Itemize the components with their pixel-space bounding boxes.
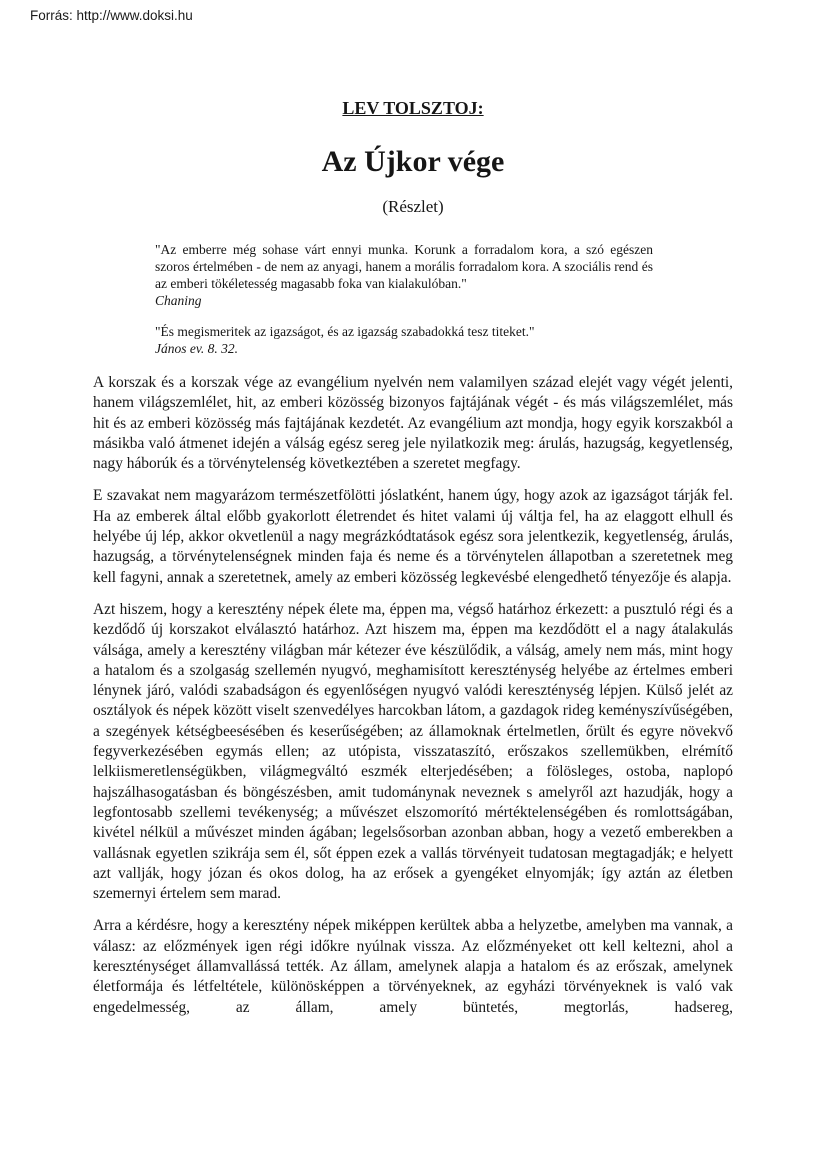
subtitle: (Részlet) — [382, 197, 444, 216]
epigraph-attribution: János ev. 8. 32. — [155, 341, 238, 356]
epigraph-quote: "Az emberre még sohase várt ennyi munka. Korunk a forradalom kora, a szó egészen szoros értelmében - de nem az anyagi, hanem a morális forradalom kora. A szociális rend és az emberi tökéletesség magasabb foka van kialakulóban." — [155, 242, 653, 291]
epigraph-chaning — [155, 241, 653, 309]
epigraph-gospel — [155, 323, 653, 357]
body-paragraph: A korszak és a korszak vége az evangélium nyelvén nem valamilyen század elejét vagy végét jelenti, hanem világszemlélet, hit, az emberi közösség bizonyos fajtájának végét - és más világszemlélet, más hit és az emberi közösség más fajtájának kezdetét. Az evangélium azt mondja, hogy egyik korszakból a másikba való átmenet idején a válság egész sereg jele nyilatkozik meg: árulás, hazugság, kegyetlenség, nagy háborúk és a törvénytelenség következtében a szeretet megfagy. — [93, 374, 733, 473]
document-body — [93, 0, 733, 1018]
body-paragraph: E szavakat nem magyarázom természetfölötti jóslatként, hanem úgy, hogy azok az igazságot tárják fel. Ha az emberek által előbb gyakorlott életrendet és hitet valami új váltja fel, ha az elaggott elhull és helyébe új lép, akkor okvetlenül a nagy megrázkódtatások egész sora jelentkezik, kegyetlenség, árulás, hazugság, a törvénytelenségnek minden faja és neme és a törvénytelen állapotban a szeretetnek meg kell fagyni, annak a szeretetnek, amely az emberi közösség legkevésbé elengedhető tényezője és alapja. — [93, 487, 733, 586]
epigraph-attribution: Chaning — [155, 293, 202, 308]
page-title: Az Újkor vége — [321, 145, 505, 178]
author-heading: LEV TOLSZTOJ: — [342, 98, 484, 118]
main-text — [93, 373, 733, 1018]
source-url: Forrás: http://www.doksi.hu — [30, 8, 193, 23]
body-paragraph: Azt hiszem, hogy a keresztény népek élete ma, éppen ma, végső határhoz érkezett: a pusztuló régi és a kezdődő új korszakot elválasztó határhoz. Azt hiszem ma, éppen ma kezdődött el a nagy átalakulás válsága, amely a keresztény világban már kétezer éve készülődik, a válság, amely nem más, mint hogy a hatalom és a szolgaság szellemén nyugvó, meghamisított kereszténység helyébe az értelmes emberi lénynek járó, valódi szabadságon és egyenlőségen nyugvó valódi kereszténység lépjen. Külső jelét az osztályok és népek között viselt szenvedélyes harcokban látom, a gazdagok rideg keményszívűségében, a szegények kétségbeesésében és keserűségében; az államoknak értelmetlen, őrült és egyre növekvő fegyverkezésében egymás ellen; az utópista, visszataszító, erőszakos szellemükben, elrémítő lelkiismeretlenségükben, világmegváltó eszmék elterjedésében; a fölösleges, ostoba, naplopó hajszálhasogatásban és böngészésben, amit tudománynak neveznek s amelyről azt hazudják, hogy a legfontosabb szellemi tevékenység; a művészet elszomorító mértéktelenségében és romlottságában, kivétel nélkül a művészet minden ágában; legelsősorban azonban abban, hogy a vezető emberekben a vallásnak egyetlen szikrája sem él, sőt éppen ezek a vallás törvényeit tudatosan megtagadják; e helyett azt vallják, hogy józan és okos dolog, ha az erősek a gyengéket elnyomják; így aztán az életben szemernyi értelem sem marad. — [93, 600, 733, 903]
body-paragraph: Arra a kérdésre, hogy a keresztény népek miképpen kerültek abba a helyzetbe, amelyben ma vannak, a válasz: az előzmények igen régi időkre nyúlnak vissza. Az előzményeket ott kell keltezni, ahol a kereszténységet államvallássá tették. Az állam, amelynek alapja a hatalom és az erőszak, amelynek életformája és létfeltétele, különösképpen a törvényeknek, az egyházi törvényeknek is való vak engedelmesség, az állam, amely büntetés, megtorlás, hadsereg, — [93, 917, 733, 1016]
epigraph-quote: "És megismeritek az igazságot, és az igazság szabadokká tesz titeket." — [155, 324, 535, 339]
